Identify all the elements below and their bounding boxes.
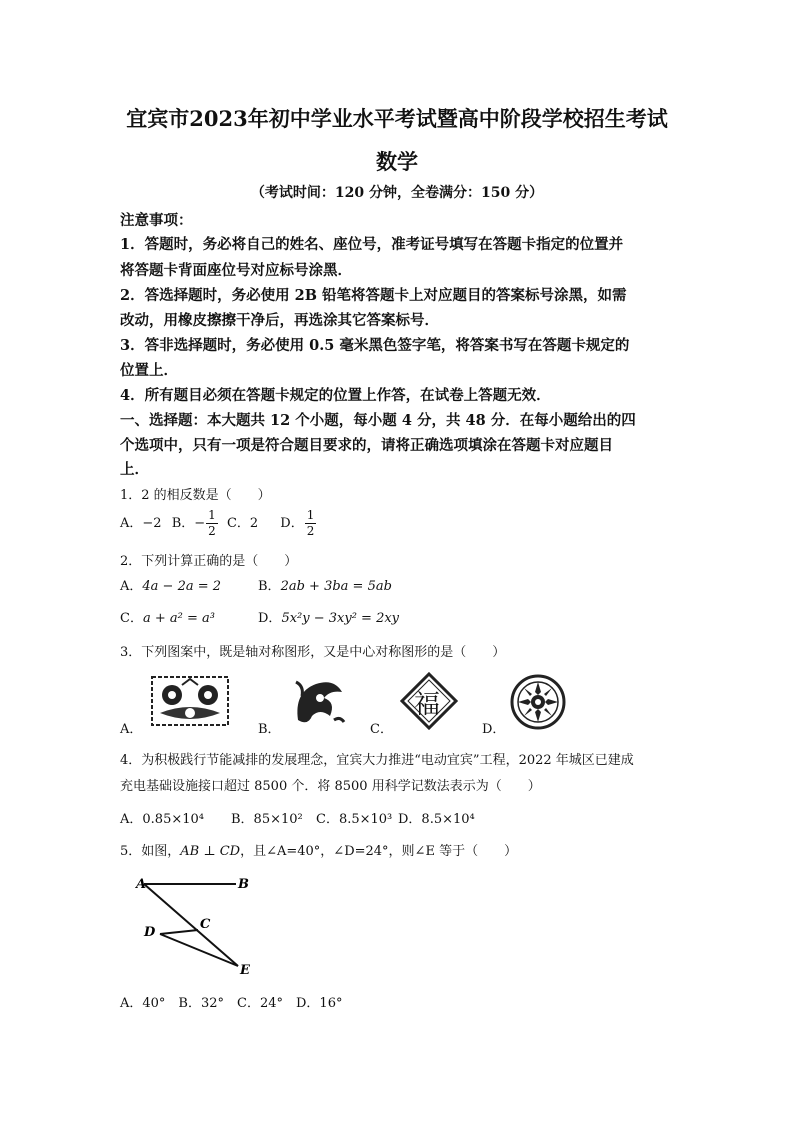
q2-d-expr: 5x²y − 3xy² = 2xy <box>281 611 400 626</box>
q1-option-c: C．2 <box>226 516 259 531</box>
q3-option-d-label: D． <box>482 722 506 737</box>
q1-b-denominator: 2 <box>208 524 216 538</box>
q5-stem-post: ，且∠A=40°，∠D=24°，则∠E 等于（ ） <box>240 844 518 859</box>
q2-option-b <box>258 575 392 594</box>
q2-option-c <box>120 607 215 626</box>
note-2-line-1: 2．答选择题时，务必使用 2B 铅笔将答题卡上对应题目的答案标号涂黑，如需 <box>120 287 627 304</box>
note-3-line-1: 3．答非选择题时，务必使用 0.5 毫米黑色签字笔，将答案书写在答题卡规定的 <box>120 337 630 354</box>
q1-option-d-fraction <box>305 508 317 539</box>
q1-option-b <box>171 508 223 538</box>
q2-option-d <box>258 607 399 626</box>
q5-point-c: C <box>200 917 211 932</box>
q3-pattern-a-image <box>150 675 230 727</box>
q4-line-1: 4．为积极践行节能减排的发展理念，宜宾大力推进“电动宜宾”工程，2022 年城区已建成 <box>120 753 634 768</box>
q5-point-e: E <box>240 963 250 978</box>
q2-stem: 2．下列计算正确的是（ ） <box>120 554 298 569</box>
q5-stem-math: AB ⊥ CD <box>180 844 241 859</box>
q4-line-2: 充电基础设施接口超过 8500 个．将 8500 用科学记数法表示为（ ） <box>120 779 541 794</box>
note-1-line-2: 将答题卡背面座位号对应标号涂黑． <box>120 262 352 279</box>
exam-info: （考试时间：120 分钟，全卷满分：150 分） <box>250 185 544 201</box>
q4-option-d: D．8.5×10⁴ <box>398 812 475 827</box>
q5-point-a: A <box>136 877 147 892</box>
q1-d-denominator: 2 <box>306 524 315 538</box>
note-3-line-2: 位置上． <box>120 362 178 379</box>
q1-option-b-fraction <box>206 508 218 539</box>
q5-geometry-figure <box>118 868 268 980</box>
q1-b-numerator: 1 <box>208 508 216 522</box>
q1-option-b-prefix: B．− <box>171 516 206 531</box>
q1-option-d-prefix: D． <box>280 516 304 531</box>
q2-a-expr: 4a − 2a = 2 <box>142 579 222 594</box>
section-1-line-3: 上． <box>120 461 149 478</box>
q5-segment-ae <box>144 884 238 966</box>
q2-d-label: D． <box>258 611 282 626</box>
q1-stem: 1．2 的相反数是（ ） <box>120 488 271 503</box>
q3-stem: 3．下列图案中，既是轴对称图形，又是中心对称图形的是（ ） <box>120 645 506 660</box>
section-1-line-1: 一、选择题：本大题共 12 个小题，每小题 4 分，共 48 分．在每小题给出的四 <box>120 412 636 429</box>
q4-option-b: B．85×10² <box>231 812 303 827</box>
q1-options <box>120 508 317 539</box>
q3-pattern-b-image <box>290 672 348 730</box>
q5-stem <box>120 840 517 859</box>
q5-segment-de <box>160 934 238 966</box>
q5-point-b: B <box>238 877 249 892</box>
q1-d-numerator: 1 <box>306 508 315 522</box>
notes-heading: 注意事项： <box>120 212 193 229</box>
q4-option-c: C．8.5×10³ <box>316 812 393 827</box>
q3-option-a-label: A． <box>120 722 143 737</box>
subject-title: 数学 <box>376 149 418 174</box>
exam-title: 宜宾市2023年初中学业水平考试暨高中阶段学校招生考试 <box>126 106 668 131</box>
note-1-line-1: 1．答题时，务必将自己的姓名、座位号，准考证号填写在答题卡指定的位置并 <box>120 236 624 253</box>
note-2-line-2: 改动，用橡皮擦擦干净后，再选涂其它答案标号． <box>120 312 439 329</box>
q3-option-c-label: C． <box>370 722 393 737</box>
q5-options: A．40° B．32° C．24° D．16° <box>120 996 343 1011</box>
note-4: 4．所有题目必须在答题卡规定的位置上作答，在试卷上答题无效． <box>120 387 551 404</box>
q1-option-a: A．−2 <box>120 516 162 531</box>
q3-pattern-c-character: 福 <box>414 690 441 720</box>
q2-a-label: A． <box>120 579 143 594</box>
q2-c-label: C． <box>120 611 143 626</box>
q2-b-label: B． <box>258 579 281 594</box>
q2-b-expr: 2ab + 3ba = 5ab <box>280 579 392 594</box>
q5-point-d: D <box>144 925 156 940</box>
section-1-line-2: 个选项中，只有一项是符合题目要求的，请将正确选项填涂在答题卡对应题目 <box>120 437 613 454</box>
q2-c-expr: a + a² = a³ <box>142 611 215 626</box>
q3-option-b-label: B． <box>258 722 281 737</box>
q5-stem-pre: 5．如图， <box>120 844 181 859</box>
q4-option-a: A．0.85×10⁴ <box>120 812 204 827</box>
q5-segment-dc <box>160 930 198 934</box>
q3-pattern-d-image <box>510 674 566 730</box>
q1-option-d <box>280 508 317 538</box>
q2-option-a <box>120 575 221 594</box>
